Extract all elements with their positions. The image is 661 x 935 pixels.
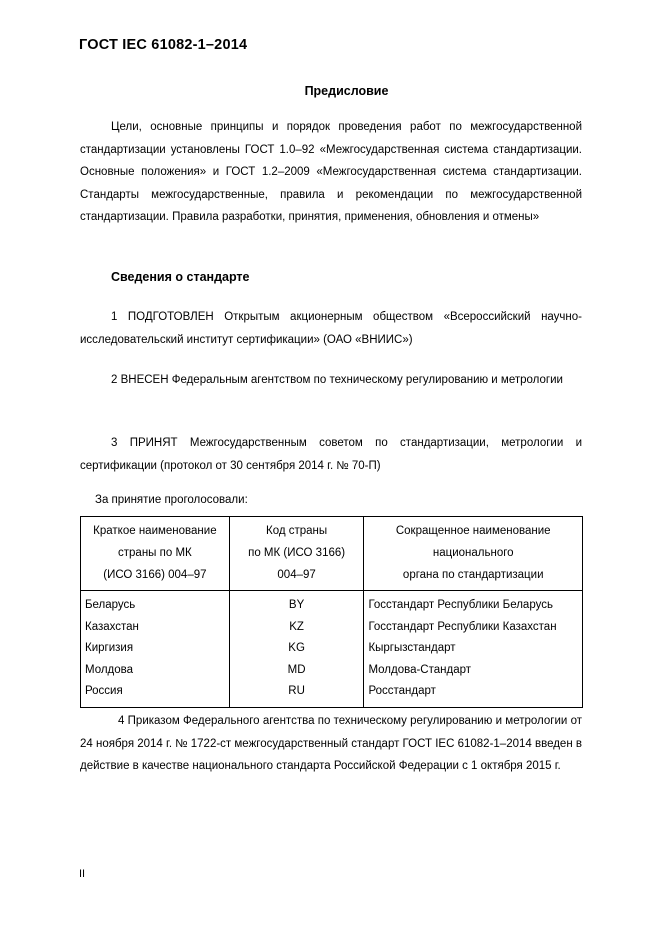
info-item-1: 1 ПОДГОТОВЛЕН Открытым акционерным обществом «Всероссийский научно-исследовательский институт сертификации» (ОАО «ВНИИС») [80, 311, 582, 346]
header-line: органа по стандартизации [402, 569, 544, 581]
header-line: Код страны [266, 525, 328, 537]
header-line: Краткое наименование [93, 525, 217, 537]
body-cell: Кыргызстандарт [364, 638, 583, 660]
header-line: национального [432, 547, 514, 559]
header-national-body [364, 517, 583, 591]
country-cell: Беларусь [81, 591, 230, 617]
header-line: Сокращенное наименование [395, 525, 551, 537]
info-item-3: 3 ПРИНЯТ Межгосударственным советом по стандартизации, метрологии и сертификации (протокол от 30 сентября 2014 г. № 70-П) [80, 437, 582, 472]
document-header: ГОСТ IEC 61082-1–2014 [79, 37, 248, 53]
table-row [81, 591, 583, 617]
voting-countries-table [80, 516, 583, 708]
info-item-4: 4 Приказом Федерального агентства по техническому регулированию и метрологии от 24 ноября 2014 г. № 1722-ст межгосударственный стандарт ГОСТ IEC 61082-1–2014 введен в действие в качестве национального стандарта Российской Федерации с 1 октября 2015 г. [80, 715, 582, 772]
code-cell: MD [229, 660, 364, 682]
code-cell: KZ [229, 617, 364, 639]
code-cell: BY [229, 591, 364, 617]
header-line: по МК (ИСО 3166) [248, 547, 346, 559]
table-row [81, 638, 583, 660]
code-cell: KG [229, 638, 364, 660]
table-row [81, 617, 583, 639]
body-cell: Госстандарт Республики Беларусь [364, 591, 583, 617]
country-cell: Казахстан [81, 617, 230, 639]
country-cell: Молдова [81, 660, 230, 682]
table-header-row [81, 517, 583, 591]
country-cell: Россия [81, 681, 230, 707]
header-line: (ИСО 3166) 004–97 [103, 569, 207, 581]
header-country-code [229, 517, 364, 591]
info-item-2: 2 ВНЕСЕН Федеральным агентством по техническому регулированию и метрологии [111, 374, 563, 386]
country-cell: Киргизия [81, 638, 230, 660]
code-cell: RU [229, 681, 364, 707]
standard-info-title: Сведения о стандарте [111, 270, 250, 284]
table-row [81, 681, 583, 707]
header-line: 004–97 [277, 569, 316, 581]
table-row [81, 660, 583, 682]
body-cell: Росстандарт [364, 681, 583, 707]
page-number: II [79, 868, 86, 880]
header-country-name [81, 517, 230, 591]
header-line: страны по МК [118, 547, 192, 559]
body-cell: Госстандарт Республики Казахстан [364, 617, 583, 639]
body-cell: Молдова-Стандарт [364, 660, 583, 682]
foreword-title: Предисловие [304, 84, 389, 98]
foreword-paragraph: Цели, основные принципы и порядок проведения работ по межгосударственной стандартизации установлены ГОСТ 1.0–92 «Межгосударственная система стандартизации. Основные положения» и ГОСТ 1.2–2009 «Межгосударственная система стандартизации. Стандарты межгосударственные, правила и рекомендации по межгосударственной стандартизации. Правила разработки, принятия, применения, обновления и отмены» [80, 121, 582, 223]
vote-intro: За принятие проголосовали: [95, 494, 248, 506]
